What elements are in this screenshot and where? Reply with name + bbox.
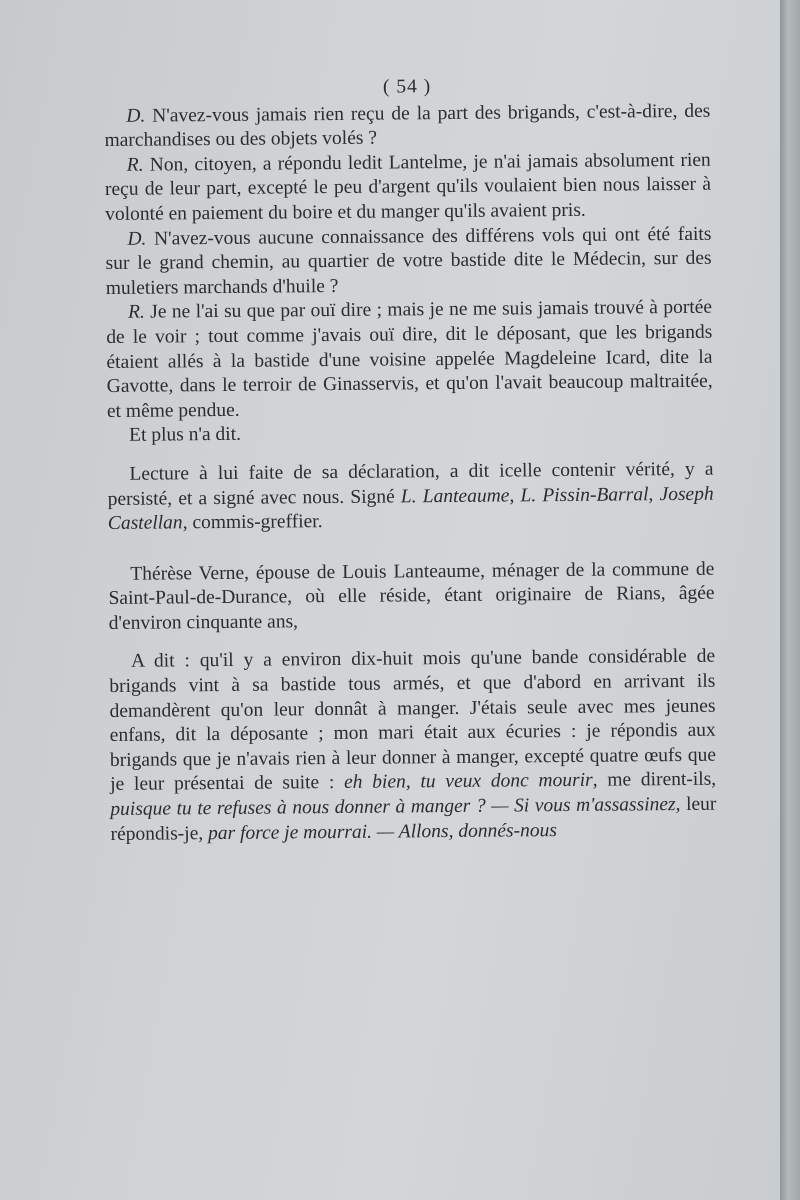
signature-3: Joseph Castellan <box>107 483 714 535</box>
deposition-text: A dit : qu'il y a environ dix-huit mois qu'une bande considérable de brigands vint à sa bastide tous armés, et que d'abord en arrivant ils demandèrent qu'on leur donnât à manger. J'étais seule avec mes jeunes enfans, dit la déposante ; mon mari était aux écuries : je répondis aux brigands que je n'avais rien à leur donner à manger, excepté quatre œufs que je leur présentai de suite : <box>109 646 717 796</box>
lecture-tail: , commis-greffier. <box>182 511 323 534</box>
question-paragraph <box>104 99 710 153</box>
question-paragraph <box>105 222 712 301</box>
deposition-paragraph <box>109 645 717 847</box>
witness-paragraph: Thérèse Verne, épouse de Louis Lanteaume, ménager de la commune de Saint-Paul-de-Durance, où elle réside, étant originaire de Rians, âgée d'environ cinquante ans, <box>108 558 715 634</box>
page-number: ( 54 ) <box>382 76 432 98</box>
quote-1: eh bien, tu veux donc mourir <box>344 770 593 794</box>
answer-text: Je ne l'ai su que par ouï dire ; mais je ne me suis jamais trouvé à portée de le voir ; tout comme j'avais ouï dire, dit le déposant, que les brigands étaient allés à la bastide d'une voisine appelée Magdeleine Icard, dite la Gavotte, dans le terroir de Ginasservis, et qu'on l'avait beaucoup maltraitée, et même pendue. <box>106 297 713 422</box>
closing-line: Et plus n'a dit. <box>129 424 242 447</box>
question-marker: D. <box>126 105 146 127</box>
quote-3: par force je mourrai. — Allons, donnés-nous <box>207 819 558 844</box>
deposition-mid-1: , me dirent-ils, <box>592 769 717 792</box>
separator-2: , <box>648 483 660 505</box>
answer-marker: R. <box>126 154 144 176</box>
question-text: N'avez-vous aucune connaissance des différens vols qui ont été faits sur le grand chemin, au quartier de votre bastide dite le Médecin, sur des muletiers marchands d'huile ? <box>105 223 712 299</box>
lecture-paragraph <box>107 458 714 537</box>
answer-marker: R. <box>127 301 145 324</box>
answer-paragraph <box>105 148 712 227</box>
quote-2: puisque tu te refuses à nous donner à manger ? — Si vous m'assassinez <box>110 794 676 821</box>
lecture-text: Lecture à lui faite de sa déclaration, a dit icelle contenir vérité, y a persisté, et a signé avec nous. Signé <box>107 458 714 510</box>
answer-paragraph <box>106 296 713 424</box>
page-text-block <box>104 73 717 847</box>
separator-1: , <box>509 484 521 506</box>
question-text: N'avez-vous jamais rien reçu de la part des brigands, c'est-à-dire, des marchandises ou des objets volés ? <box>104 100 711 152</box>
question-marker: D. <box>127 228 147 250</box>
signature-1: L. Lanteaume <box>400 484 510 507</box>
page-edge-shadow <box>780 0 800 1200</box>
signature-2: L. Pissin-Barral <box>520 483 649 506</box>
deposition-mid-2: , leur répondis-je, <box>110 793 717 845</box>
answer-text: Non, citoyen, a répondu ledit Lantelme, je n'ai jamais absolument rien reçu de leur part, excepté le peu d'argent qu'ils voulaient bien nous laisser à volonté en paiement du boire et du manger qu'ils avaient pris. <box>104 149 712 225</box>
